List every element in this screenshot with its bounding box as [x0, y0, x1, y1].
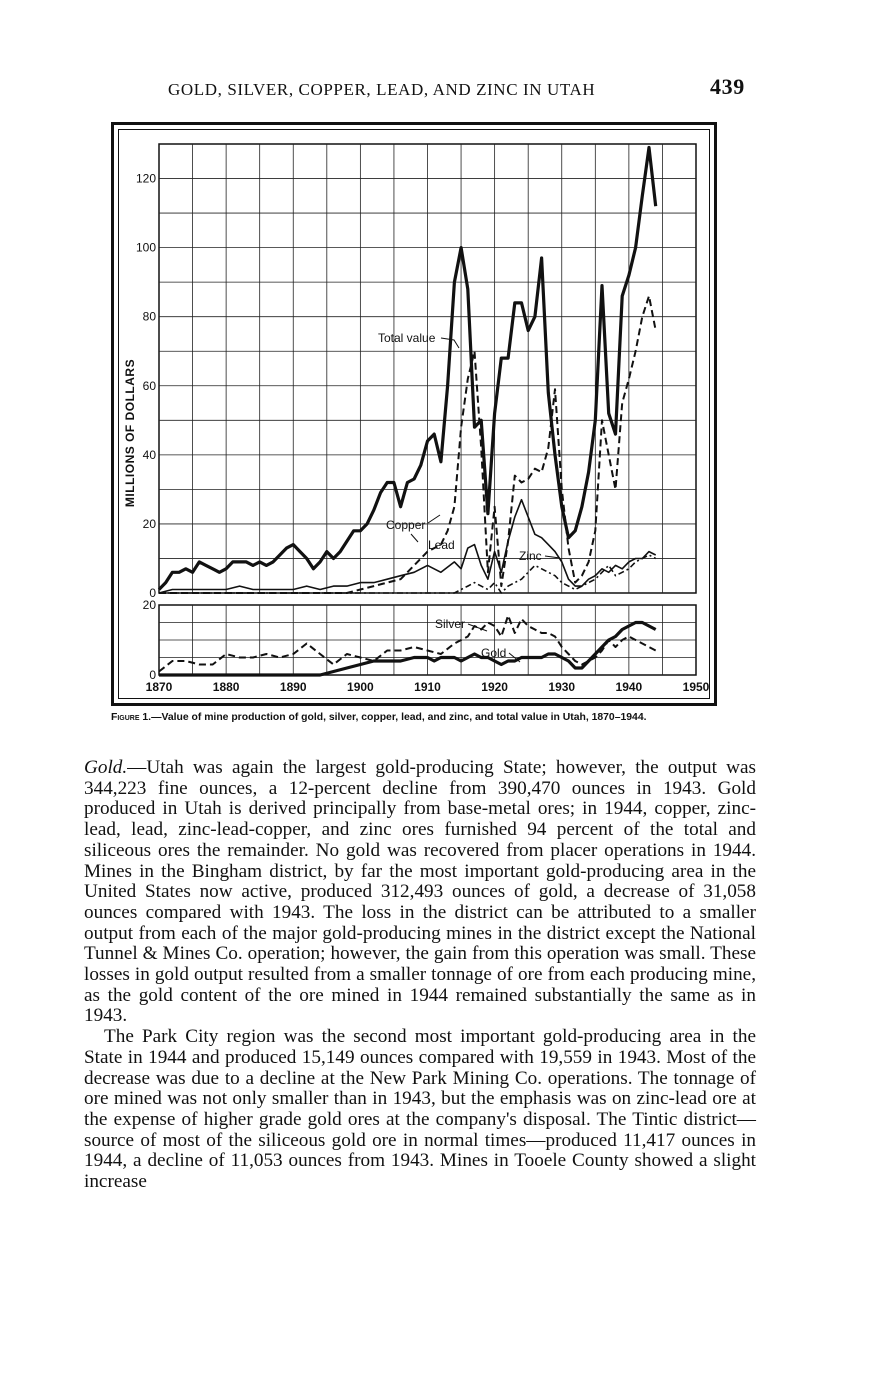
x-tick-label: 1890 [279, 680, 307, 694]
leader-lead [411, 534, 418, 542]
label-total-value: Total value [378, 331, 436, 345]
lower-y-tick-label: 20 [142, 598, 156, 612]
upper-y-ticks [136, 172, 156, 600]
body-text [84, 758, 756, 1193]
upper-y-tick-label: 40 [142, 447, 156, 462]
x-tick-label: 1910 [414, 680, 441, 694]
label-lead: Lead [428, 538, 455, 552]
paragraph-gold-text: —Utah was again the largest gold-producing State; however, the output was 344,223 fine ounces, a 12-percent decline from 390,470 ounces in 1943. Gold produced in Utah is derived principally from base-metal ores; in 1944, copper, zinc-lead, lead, zinc-lead-copper, and zinc ores furnished 94 percent of the total and siliceous ores the remainder. No gold was recovered from placer operations in 1944. Mines in the Bingham district, by far the most important gold-producing area in the United States now active, produced 312,493 ounces of gold, a decrease of 31,058 ounces compared with 1943. The loss in the district can be attributed to a smaller output from each of the major gold-producing mines in the district except the National Tunnel & Mines Co. operation; however, the gain from this operation was small. These losses in gold output resulted from a smaller tonnage of ore from each producing mine, as the gold content of the ore mined in 1944 remained substantially the same as in 1943. [84, 757, 756, 1027]
upper-y-tick-label: 120 [135, 171, 156, 186]
caption-label: Figure 1. [111, 712, 152, 723]
page-number: 439 [710, 74, 745, 99]
figure-caption [111, 712, 647, 723]
x-axis-ticks [146, 680, 710, 694]
series-label-lead [411, 534, 455, 552]
lower-series-silver [159, 616, 656, 672]
paragraph-park-city: The Park City region was the second most important gold-producing area in the State in 1944 and produced 15,149 ounces compared with 19,559 in 1943. Most of the decrease was due to a decline at the New Park Mining Co. operations. The tonnage of ore mined was not only smaller than in 1943, but the emphasis was on zinc-lead ore at the expense of higher grade gold ores at the company's disposal. The Tintic district—source of most of the siliceous gold ore in normal times—produced 11,417 ounces in 1944, a decline of 11,053 ounces from 1943. Mines in Tooele County showed a slight increase [84, 1026, 756, 1193]
upper-y-tick-label: 0 [149, 586, 156, 600]
x-tick-label: 1940 [615, 680, 643, 694]
series-label-total [378, 331, 459, 348]
leader-copper [428, 515, 440, 523]
upper-y-tick-label: 60 [142, 378, 156, 393]
x-tick-label: 1870 [145, 680, 173, 694]
lower-y-ticks [143, 598, 157, 682]
y-axis-label: MILLIONS OF DOLLARS [123, 358, 137, 508]
label-zinc: Zinc [519, 549, 542, 563]
upper-y-tick-label: 80 [142, 309, 156, 324]
paragraph-gold-label: Gold. [84, 757, 128, 778]
label-copper: Copper [386, 518, 426, 532]
lower-chart-grid [159, 605, 696, 675]
series-label-copper [386, 515, 440, 532]
caption-text: —Value of mine production of gold, silver, copper, lead, and zinc, and total value in Utah, 1870–1944. [151, 712, 647, 723]
lower-y-tick-label: 0 [149, 668, 156, 682]
upper-y-tick-label: 100 [135, 240, 156, 255]
x-tick-label: 1880 [212, 680, 240, 694]
x-tick-label: 1900 [347, 680, 374, 694]
upper-y-tick-label: 20 [142, 516, 156, 531]
paragraph-gold [84, 758, 756, 1027]
x-tick-label: 1950 [682, 680, 710, 694]
label-gold: Gold [481, 646, 507, 660]
running-title: GOLD, SILVER, COPPER, LEAD, AND ZINC IN UTAH [168, 80, 596, 99]
label-silver: Silver [435, 617, 466, 631]
series-label-silver [435, 617, 487, 631]
x-tick-label: 1920 [481, 680, 508, 694]
x-tick-label: 1930 [548, 680, 576, 694]
upper-chart-grid [159, 144, 696, 593]
lower-series-lines [159, 616, 656, 676]
